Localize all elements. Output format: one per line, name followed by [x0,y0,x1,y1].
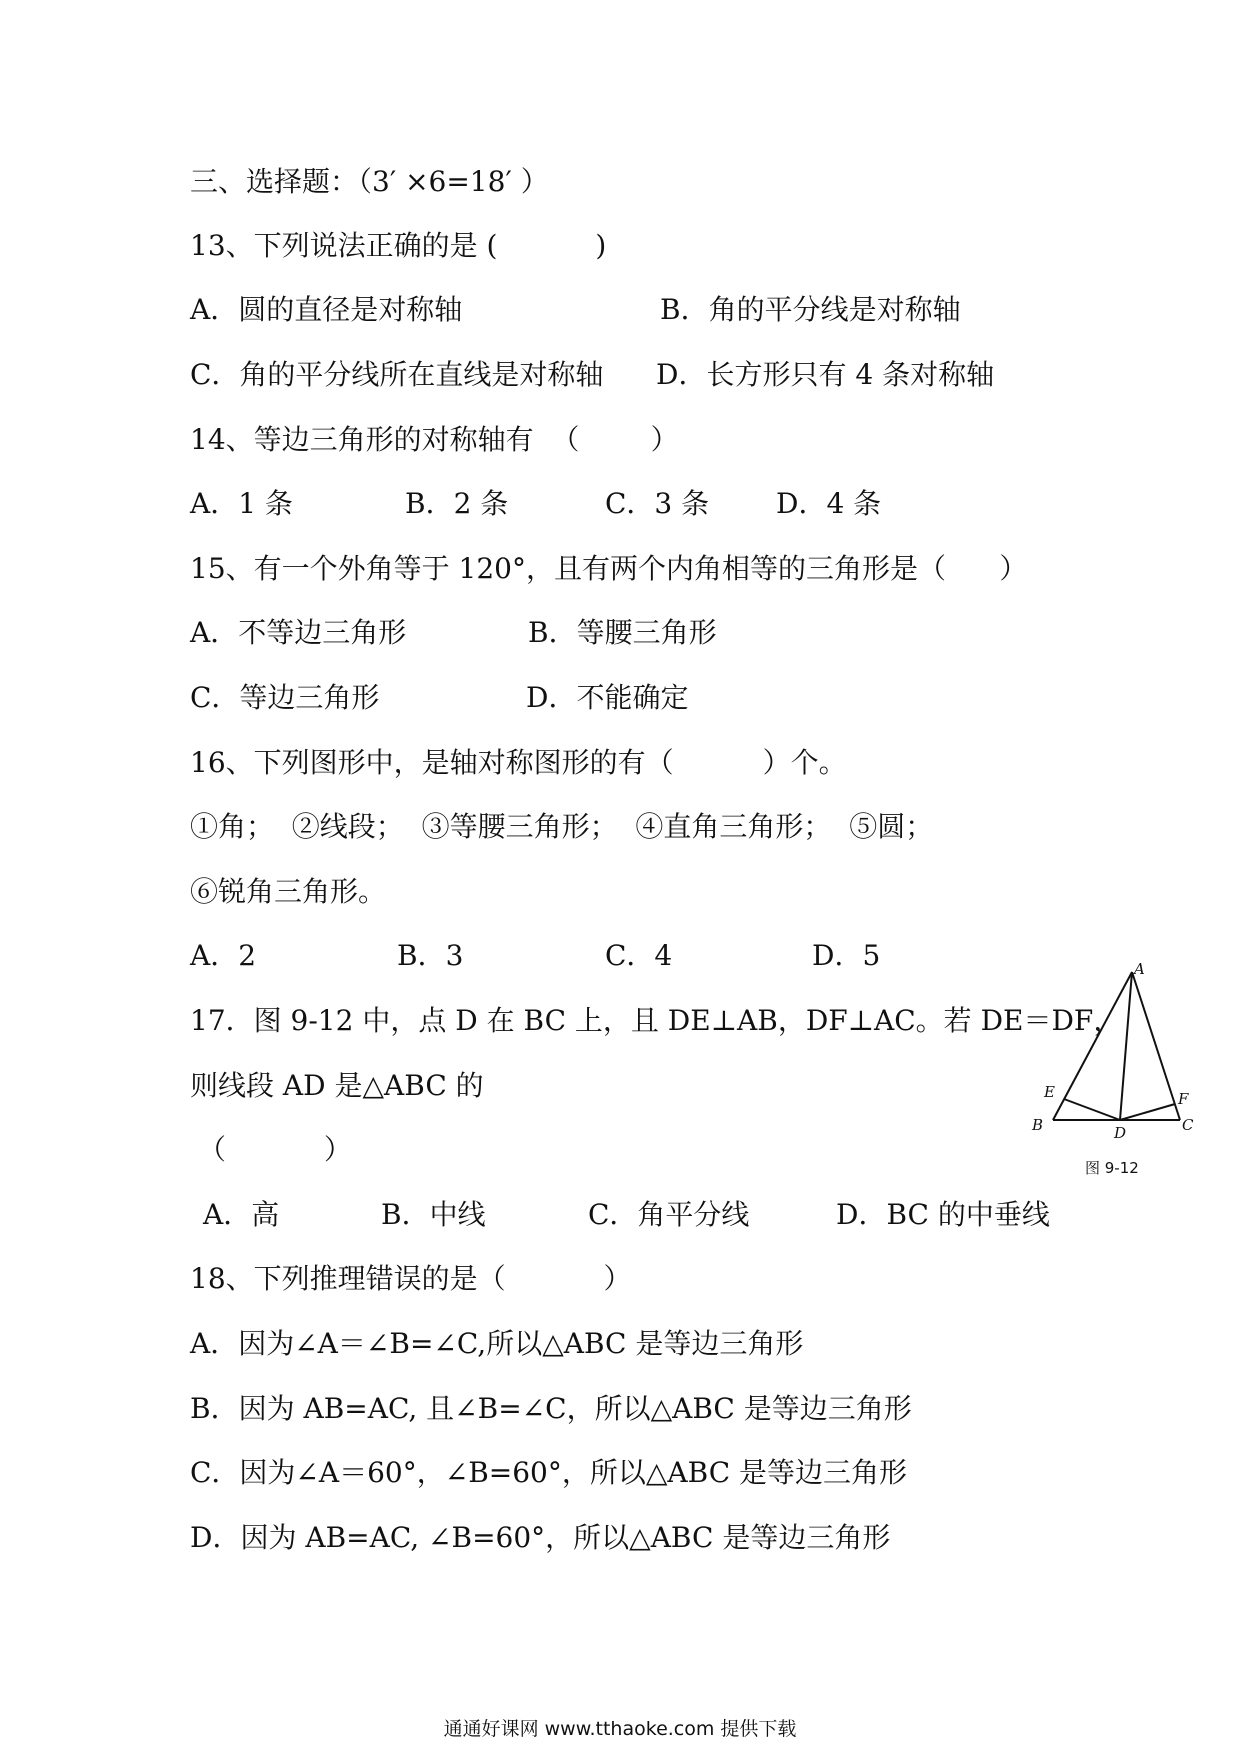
segment-df [1120,1104,1175,1120]
q18-option-c: C．因为∠A＝60°，∠B=60°，所以△ABC 是等边三角形 [190,1456,908,1489]
q17-option-d: D．BC 的中垂线 [836,1198,1050,1231]
label-e: E [1044,1083,1055,1101]
q17-option-a: A．高 [203,1198,280,1231]
q13-option-b: B．角的平分线是对称轴 [660,293,961,326]
section-heading: 三、选择题：（3′ ×6=18′ ） [190,165,549,198]
question-18-stem: 18、下列推理错误的是（ ） [190,1262,632,1295]
q15-option-a: A．不等边三角形 [190,616,407,649]
segment-ad [1120,972,1132,1120]
q18-option-b: B．因为 AB=AC, 且∠B=∠C，所以△ABC 是等边三角形 [190,1392,912,1425]
label-f: F [1178,1090,1189,1108]
q14-option-c: C．3 条 [605,487,710,520]
q15-option-d: D．不能确定 [526,681,689,714]
q17-option-c: C．角平分线 [588,1198,750,1231]
q13-option-d: D．长方形只有 4 条对称轴 [656,358,995,391]
label-a: A [1134,960,1145,978]
q16-option-a: A．2 [190,939,257,972]
q18-option-d: D．因为 AB=AC, ∠B=60°，所以△ABC 是等边三角形 [190,1521,891,1554]
q18-option-a: A．因为∠A＝∠B=∠C,所以△ABC 是等边三角形 [190,1327,804,1360]
q15-option-c: C．等边三角形 [190,681,380,714]
question-13-stem: 13、下列说法正确的是 ( ) [190,229,607,262]
q14-option-b: B．2 条 [405,487,509,520]
q16-items-line-1: ①角； ②线段； ③等腰三角形； ④直角三角形； ⑤圆； [190,810,934,843]
q14-option-d: D．4 条 [776,487,882,520]
q16-option-c: C．4 [605,939,673,972]
q13-option-a: A．圆的直径是对称轴 [190,293,463,326]
q15-option-b: B．等腰三角形 [528,616,717,649]
triangle-figure [1030,960,1220,1200]
question-15-stem: 15、有一个外角等于 120°，且有两个内角相等的三角形是（ ） [190,552,1028,585]
question-16-stem: 16、下列图形中，是轴对称图形的有（ ）个。 [190,746,847,779]
q16-items-line-2: ⑥锐角三角形。 [190,875,387,908]
q17-option-b: B．中线 [381,1198,486,1231]
label-d: D [1114,1124,1127,1142]
footer-credit: 通通好课网 www.tthaoke.com 提供下载 [443,1718,797,1740]
question-17-stem-line-2: 则线段 AD 是△ABC 的 [190,1069,484,1102]
label-b: B [1032,1116,1044,1134]
segment-de [1064,1099,1120,1120]
label-c: C [1182,1116,1194,1134]
figure-caption: 图 9-12 [1085,1159,1139,1177]
segment-ab [1053,972,1132,1120]
q16-option-b: B．3 [397,939,464,972]
q13-option-c: C．角的平分线所在直线是对称轴 [190,358,604,391]
question-17-stem-line-1: 17．图 9-12 中，点 D 在 BC 上，且 DE⊥AB，DF⊥AC。若 DE＝DF， [190,1004,1122,1037]
q14-option-a: A．1 条 [190,487,293,520]
question-14-stem: 14、等边三角形的对称轴有 （ ） [190,423,679,456]
segment-ac [1132,972,1180,1120]
question-17-answer-blank: （ ） [198,1133,352,1166]
q16-option-d: D．5 [812,939,881,972]
